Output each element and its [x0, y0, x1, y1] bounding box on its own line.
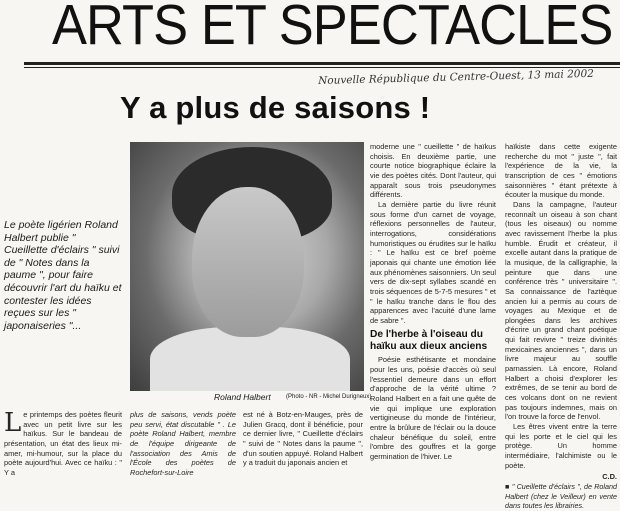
column-3-text: est né à Botz-en-Mauges, près de Julien Gracq, dont il bénéficie, pour ce dernier livre, " Cueillette d'éclairs " suivi de " Notes dans la paume ", d'un soutien appuyé. Roland Halbert y a traduit du japonais ancien et	[243, 410, 363, 468]
article-column-right	[505, 142, 617, 511]
photo-credit: (Photo - NR - Michel Durigneux)	[286, 394, 372, 400]
article-column-1	[4, 410, 122, 478]
middle-paragraph-3: Poésie esthétisante et mondaine pour les uns, poésie d'accès où seul l'essentiel demeure dans un effort d'approche de la vérité ultime ? Roland Halbert en a fait une quête de vie qui implique une exploration vertigineuse du monde de l'intérieur, entre la brûlure de l'éclair ou la douce chaleur bénéfique du soleil, entre l'ombre des gouffres et la gorge germination de l'hiver. Le	[370, 355, 496, 462]
headline: Y a plus de saisons !	[120, 90, 431, 125]
article-column-2	[130, 410, 236, 478]
photo-face	[192, 187, 304, 337]
author-signature: C.D.	[602, 472, 617, 482]
right-paragraph-1: haïkiste dans cette exigente recherche du mot " juste ", fait l'expérience de la vie, la transcription de ces " émotions saisonnières " étant prétexte à écouter la musique du monde.	[505, 142, 617, 200]
middle-paragraph-1: moderne une " cueillette " de haïkus choisis. En deuxième partie, une courte notice biographique éclaire la vie des poètes cités. Dont l'auteur, qui apparaît sous trois pseudonymes différents.	[370, 142, 496, 200]
column-2-text: plus de saisons, vends poète peu servi, état discutable " . Le poète Roland Halbert, membre de l'équipe dirigeante de l'association des Amis de l'École des poètes de Rochefort-sur-Loire	[130, 410, 236, 477]
photo-caption-name: Roland Halbert	[214, 392, 271, 402]
section-rule-thin	[24, 67, 620, 68]
article-column-3	[243, 410, 363, 468]
drop-cap: L	[4, 408, 22, 438]
handwritten-source-note: Nouvelle République du Centre-Ouest, 13 mai 2002	[318, 67, 595, 87]
intro-text: Le poète ligérien Roland Halbert publie " Cueillette d'éclairs " suivi de " Notes dans la paume ", pour faire découvrir l'art du haïku et contester les idées reçues sur les " japonaiseries "...	[4, 219, 122, 332]
article-column-middle	[370, 142, 496, 462]
right-paragraph-2: Dans la campagne, l'auteur reconnaît un oiseau à son chant (tous les oiseaux) ou nomme avec ravissement l'herbe la plus humble. Érudit et créateur, il excelle autant dans la pratique de la musique, de la calligraphie, la peinture que dans une conférence très " universitaire ". Sa connaissance de l'aztèque ancien lui a permis au cours de voyages au Mexique et de plongées dans les archives d'écrire un grand chant poétique qui fait revivre " treize divinités mexicaines anciennes ", dans un livre majeur au souffle parnassien. Là encore, Roland Halbert a choisi d'explorer les extrêmes, de se tenir au bord de ces volcans dont on ne revient pas toujours indemnes, mais on l'on trouve la force de l'envol.	[505, 199, 617, 422]
section-rule	[24, 62, 620, 65]
right-paragraph-3: Les êtres vivent entre la terre qui les porte et le ciel qui les protège. Un homme intermédiaire, l'alchimiste ou le poète.	[505, 422, 617, 470]
subheading: De l'herbe à l'oiseau du haïku aux dieux anciens	[370, 329, 488, 352]
book-reference: ■ " Cueillette d'éclairs ", de Roland Halbert (chez le Veilleur) en vente dans toutes les librairies.	[505, 481, 617, 511]
column-1-text: e printemps des poètes fleurit avec un petit livre sur les haïkus. Sur le bandeau de présentation, un état des lieux mi-amer, mi-humour, sur la place du poète aujourd'hui. Avec ce haïku : " Y a	[4, 410, 122, 477]
section-title: ARTS ET SPECTACLES	[52, 0, 613, 57]
middle-paragraph-2: La dernière partie du livre réunit sous forme d'un carnet de voyage, réflexions personnelles de l'auteur, interrogations, considérations humoristiques ou érudites sur le haïku : " Le haïku est ce bref poème japonais qui chante une émotion liée aux phénomènes saisonniers. Un seul vers de dix-sept syllabes scandé en trois séquences de 5-7-5 mesures " et " le haïku tranche dans le flou des apparences avec l'acuité d'une lame de sabre ".	[370, 199, 496, 325]
author-photo	[130, 142, 364, 391]
